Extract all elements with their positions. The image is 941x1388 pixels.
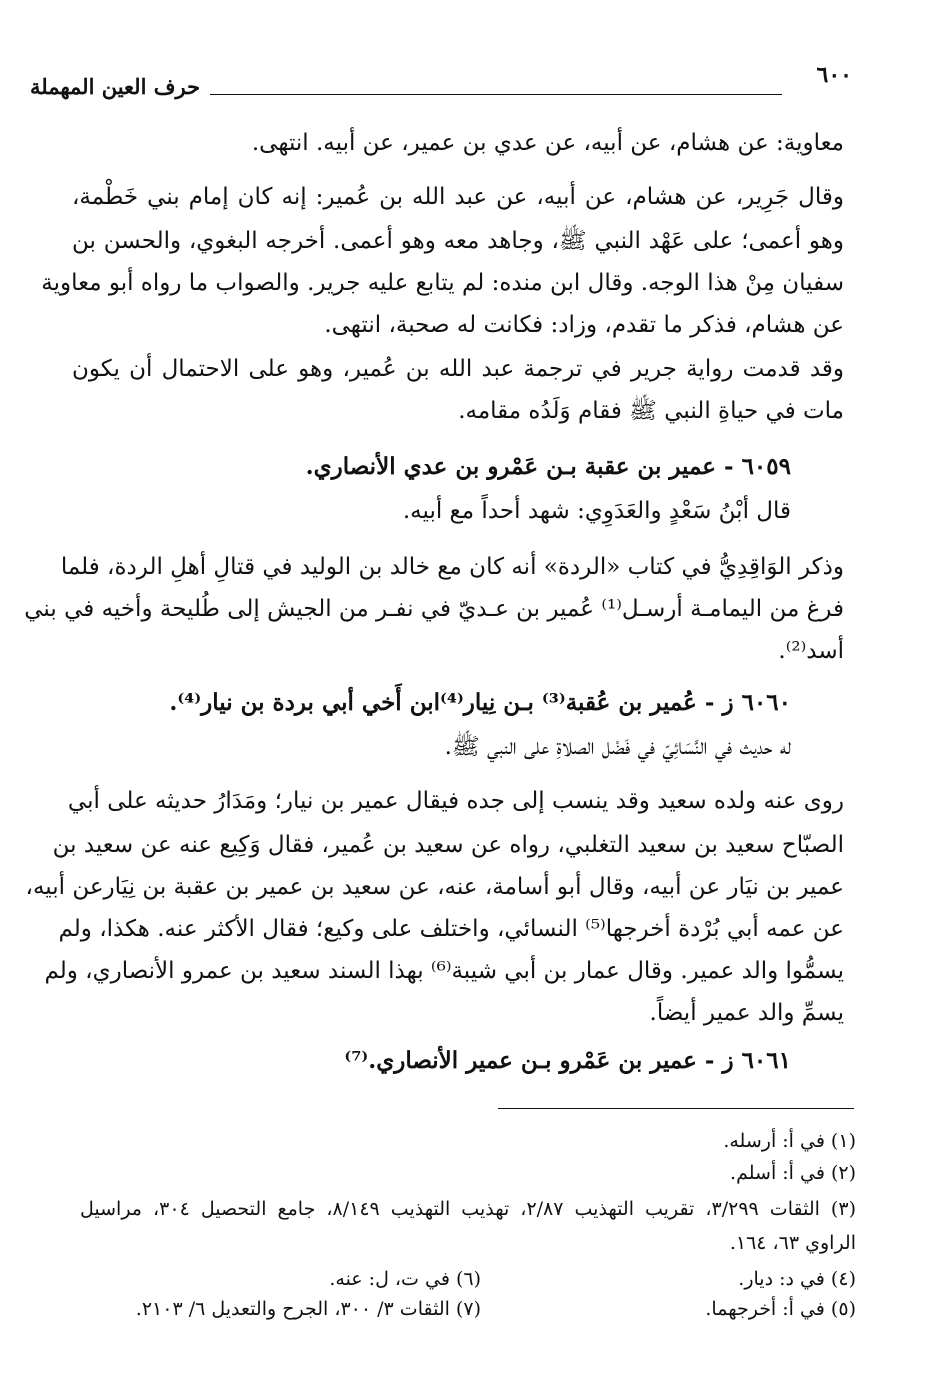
- body-line: قال أبْنُ سَعْدٍ والعَدَوِي: شهد أحداً مع أبيه.: [402, 498, 791, 524]
- footnote: (٢) في أ: أسلم.: [730, 1162, 856, 1184]
- body-line: معاوية: عن هشام، عن أبيه، عن عدي بن عمير، عن أبيه. انتهى.: [251, 130, 844, 156]
- footnote-rule: [498, 1108, 854, 1109]
- body-line: أسد⁽²⁾.: [778, 638, 844, 664]
- page-header: [30, 62, 852, 102]
- body-line: الصبّاح سعيد بن سعيد التغلبي، رواه عن سعيد بن عُمير، فقال وَكِيع عنه عن سعيد بن: [52, 832, 844, 858]
- entry-heading-6061: ٦٠٦١ ز - عمير بن عَمْرو بـن عمير الأنصاري.⁽⁷⁾: [344, 1047, 791, 1074]
- body-line: يسمُّوا والد عمير. وقال عمار بن أبي شيبة⁽⁶⁾ بهذا السند سعيد بن عمرو الأنصاري، ولم: [44, 958, 844, 984]
- body-line: وقال جَرِير، عن هشام، عن أبيه، عن عبد الله بن عُمير: إنه كان إمام بني خَطْمة،: [72, 184, 844, 210]
- page-number: ٦٠٠: [816, 62, 852, 88]
- footnote: (٦) في ت، ل: عنه.: [329, 1268, 481, 1290]
- body-line: مات في حياةِ النبي ﷺ فقام وَلَدُه مقامه.: [458, 398, 844, 424]
- body-line: يسمِّ والد عمير أيضاً.: [649, 1000, 844, 1026]
- footnote: (٥) في أ: أخرجهما.: [705, 1298, 856, 1320]
- footnote: (٧) الثقات ٣/ ٣٠٠، الجرح والتعديل ٦/ ٢١٠٣.: [135, 1298, 481, 1320]
- footnote: الراوي ٦٣، ١٦٤.: [729, 1232, 856, 1254]
- running-title: حرف العين المهملة: [30, 74, 201, 99]
- body-line: عمير بن نيَار عن أبيه، وقال أبو أسامة، عنه، عن سعيد بن عمير بن عقبة بن نِيَارعن أبيه،: [25, 874, 844, 900]
- body-line: له حديث في النَّسَائِيّ في فَضْل الصلاةِ على النبي ﷺ.: [444, 734, 791, 760]
- entry-heading-6059: ٦٠٥٩ - عمير بن عقبة بـن عَمْرو بن عدي الأنصاري.: [305, 453, 791, 480]
- body-line: وذكر الوَاقِدِيُّ في كتاب «الردة» أنه كان مع خالد بن الوليد في قتالِ أهلِ الردة، فلما: [60, 554, 844, 580]
- body-line: عن هشام، فذكر ما تقدم، وزاد: فكانت له صحبة، انتهى.: [324, 312, 844, 338]
- footnote: (٤) في د: ديار.: [738, 1268, 856, 1290]
- body-line: فرغ من اليمامـة أرسـل⁽¹⁾ عُمير بن عـديّ في نفـر من الجيش إلى طُليحة وأخيه في بني: [24, 596, 844, 622]
- body-line: عن عمه أبي بُرْدة أخرجها⁽⁵⁾ النسائي، واختلف على وكيع؛ فقال الأكثر عنه. هكذا، ولم: [58, 916, 844, 942]
- body-line: وهو أعمى؛ على عَهْد النبي ﷺ، وجاهد معه وهو أعمى. أخرجه البغوي، والحسن بن: [72, 228, 844, 254]
- footnote: (٣) الثقات ٣/٢٩٩، تقريب التهذيب ٢/٨٧، تهذيب التهذيب ٨/١٤٩، جامع التحصيل ٣٠٤، مراسيل: [80, 1198, 856, 1220]
- body-line: وقد قدمت رواية جرير في ترجمة عبد الله بن عُمير، وهو على الاحتمال أن يكون: [72, 356, 844, 382]
- footnote: (١) في أ: أرسله.: [723, 1130, 856, 1152]
- entry-heading-6060: ٦٠٦٠ ز - عُمير بن عُقبة⁽³⁾ بـن نِيار⁽⁴⁾ابن أَخي أبي بردة بن نيار⁽⁴⁾.: [169, 689, 791, 716]
- body-line: سفيان مِنْ هذا الوجه. وقال ابن منده: لم يتابع عليه جرير. والصواب ما رواه أبو معاوية: [41, 270, 844, 296]
- header-rule: [210, 94, 782, 95]
- body-line: روى عنه ولده سعيد وقد ينسب إلى جده فيقال عمير بن نيار؛ ومَدَارُ حديثه على أبي: [67, 788, 844, 814]
